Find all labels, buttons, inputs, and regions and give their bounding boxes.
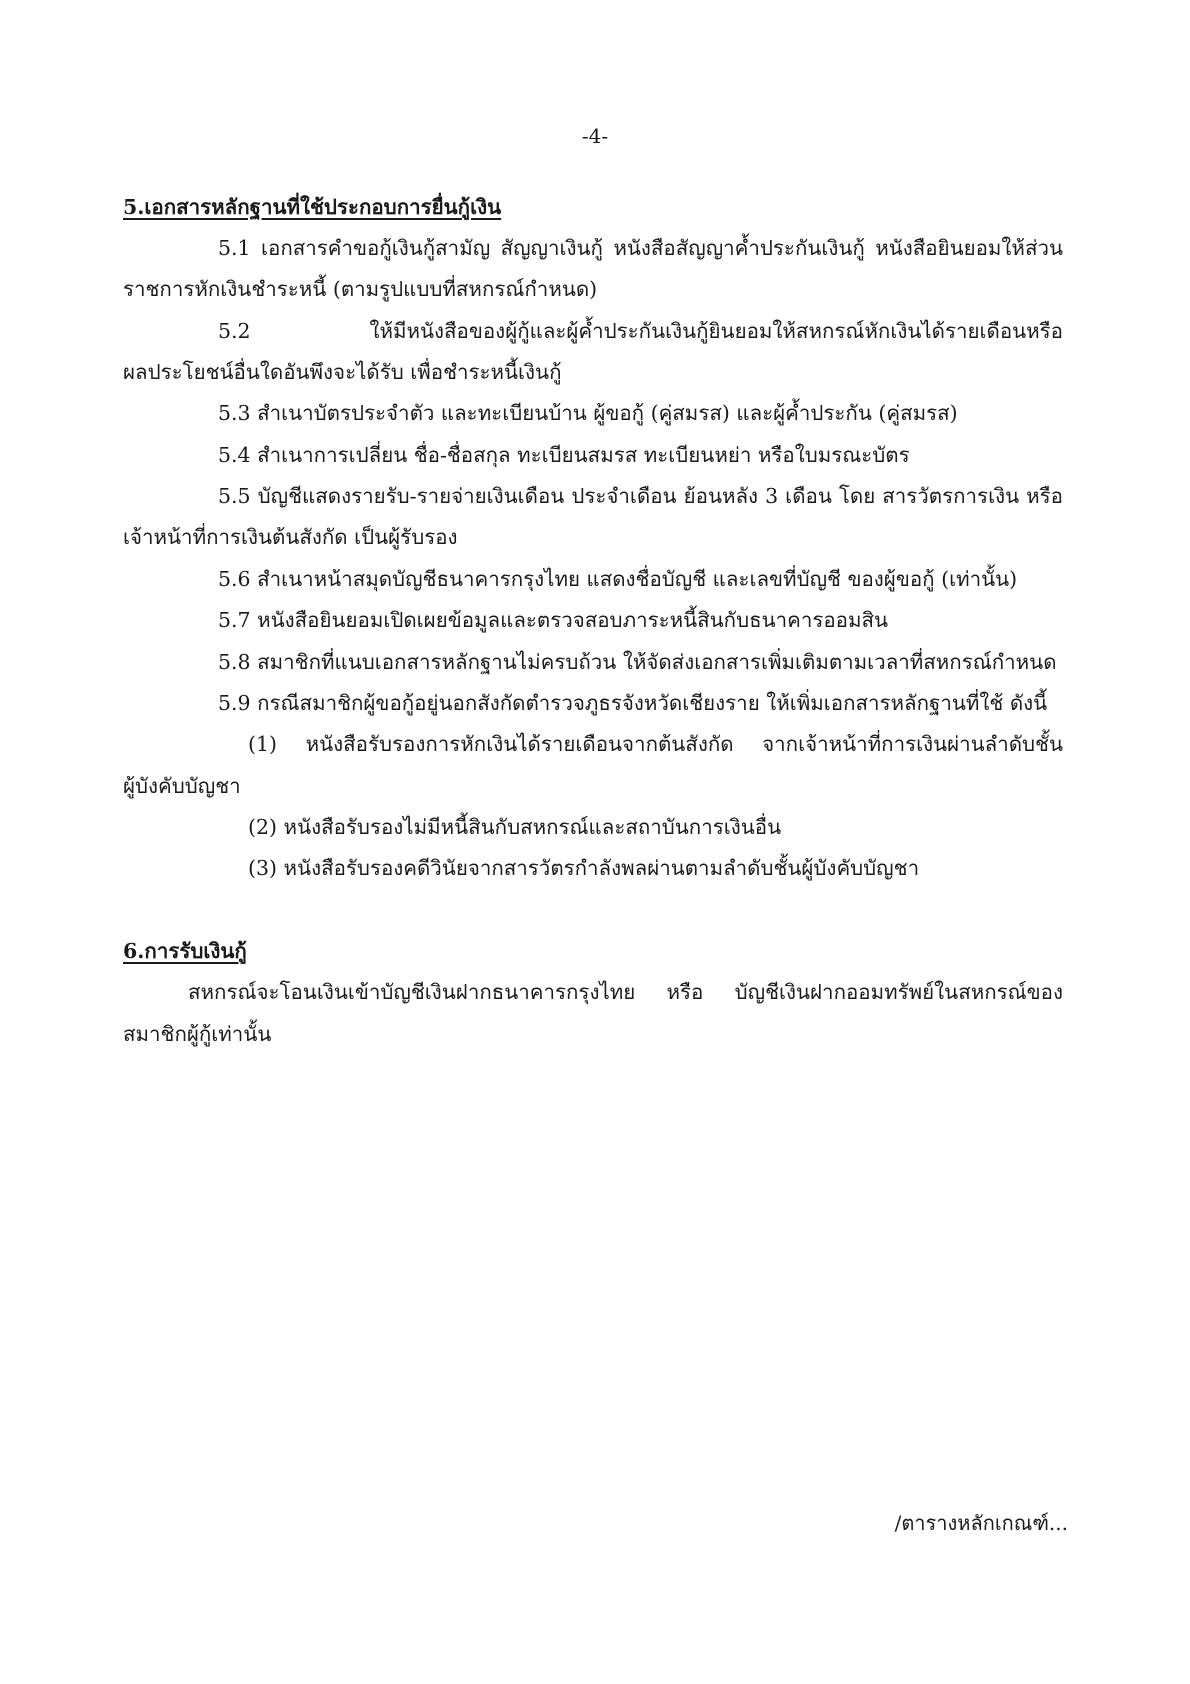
page-number: -4- [581,124,609,148]
section-5-heading: 5.เอกสารหลักฐานที่ใช้ประกอบการยื่นกู้เงิน [123,195,502,219]
subitem-1-line-2: ผู้บังคับบัญชา [123,774,241,798]
item-5-2-line-2: ผลประโยชน์อื่นใดอันพึงจะได้รับ เพื่อชำระหนี้เงินกู้ [123,360,562,384]
section-6-heading: 6.การรับเงินกู้ [123,939,247,963]
item-5-9: 5.9 กรณีสมาชิกผู้ขอกู้อยู่นอกสังกัดตำรวจภูธรจังหวัดเชียงราย ให้เพิ่มเอกสารหลักฐานที่ใช้ ดังนี้ [218,691,1048,715]
item-5-8: 5.8 สมาชิกที่แนบเอกสารหลักฐานไม่ครบถ้วน ให้จัดส่งเอกสารเพิ่มเติมตามเวลาที่สหกรณ์กำหนด [218,650,1057,674]
item-5-6: 5.6 สำเนาหน้าสมุดบัญชีธนาคารกรุงไทย แสดงชื่อบัญชี และเลขที่บัญชี ของผู้ขอกู้ (เท่านั้น) [218,567,1018,591]
section-6-line-1: สหกรณ์จะโอนเงินเข้าบัญชีเงินฝากธนาคารกรุงไทย หรือ บัญชีเงินฝากออมทรัพย์ในสหกรณ์ของ [188,980,1063,1004]
item-5-4: 5.4 สำเนาการเปลี่ยน ชื่อ-ชื่อสกุล ทะเบียนสมรส ทะเบียนหย่า หรือใบมรณะบัตร [218,443,910,467]
item-5-7: 5.7 หนังสือยินยอมเปิดเผยข้อมูลและตรวจสอบภาระหนี้สินกับธนาคารออมสิน [218,608,889,632]
section-6-line-2: สมาชิกผู้กู้เท่านั้น [123,1022,272,1046]
subitem-3: (3) หนังสือรับรองคดีวินัยจากสารวัตรกำลังพลผ่านตามลำดับชั้นผู้บังคับบัญชา [248,856,920,880]
item-5-5-line-1: 5.5 บัญชีแสดงรายรับ-รายจ่ายเงินเดือน ประจำเดือน ย้อนหลัง 3 เดือน โดย สารวัตรการเงิน หรือ [218,484,1063,508]
subitem-2: (2) หนังสือรับรองไม่มีหนี้สินกับสหกรณ์และสถาบันการเงินอื่น [248,815,782,839]
item-5-3: 5.3 สำเนาบัตรประจำตัว และทะเบียนบ้าน ผู้ขอกู้ (คู่สมรส) และผู้ค้ำประกัน (คู่สมรส) [218,401,958,425]
item-5-1-line-2: ราชการหักเงินชำระหนี้ (ตามรูปแบบที่สหกรณ์กำหนด) [123,277,598,301]
item-5-5-line-2: เจ้าหน้าที่การเงินต้นสังกัด เป็นผู้รับรอง [123,525,458,549]
item-5-1-line-1: 5.1 เอกสารคำขอกู้เงินกู้สามัญ สัญญาเงินกู้ หนังสือสัญญาค้ำประกันเงินกู้ หนังสือยินยอมให้ส่วน [218,236,1063,260]
continuation-note: /ตารางหลักเกณฑ์... [894,1511,1068,1535]
item-5-2-line-1: 5.2 ให้มีหนังสือของผู้กู้และผู้ค้ำประกันเงินกู้ยินยอมให้สหกรณ์หักเงินได้รายเดือนหรือ [218,319,1063,343]
subitem-1-line-1: (1) หนังสือรับรองการหักเงินได้รายเดือนจากต้นสังกัด จากเจ้าหน้าที่การเงินผ่านลำดับชั้น [248,732,1063,756]
